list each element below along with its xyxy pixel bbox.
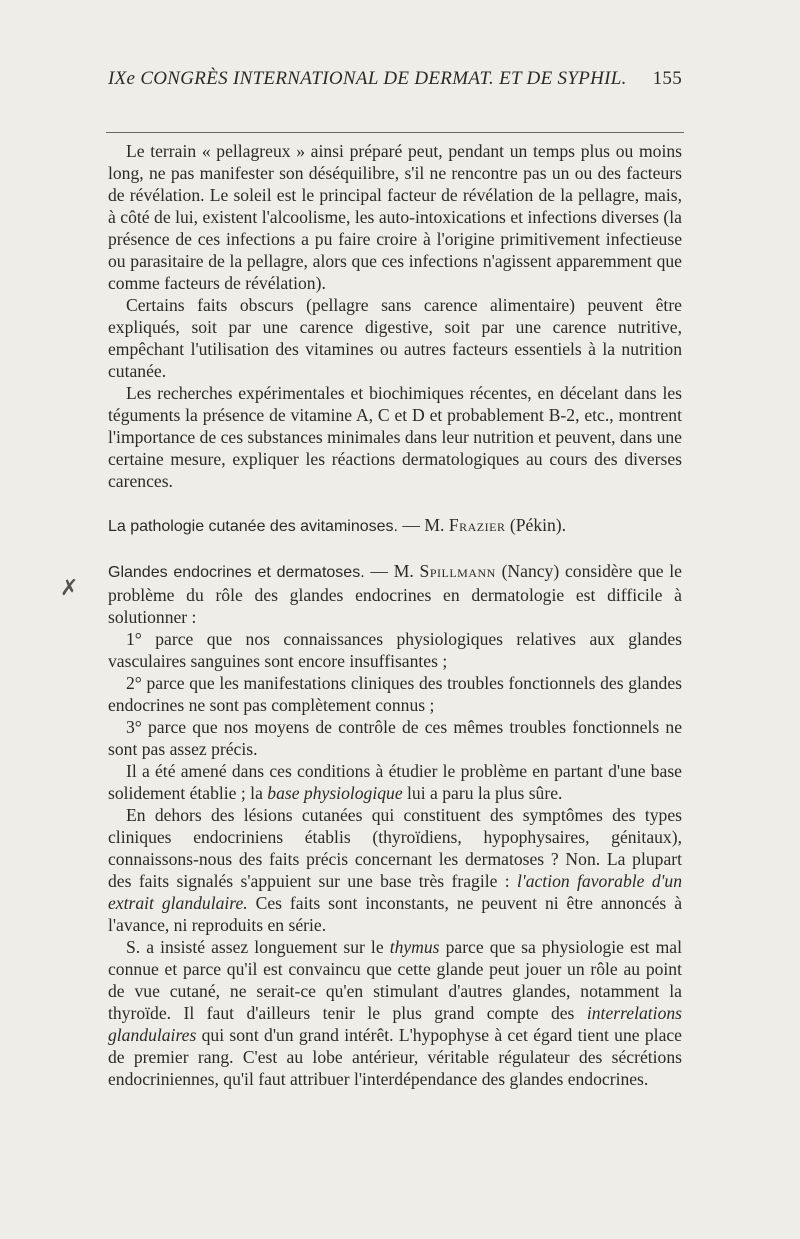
dash: — bbox=[370, 561, 388, 581]
dash: — bbox=[402, 515, 420, 535]
list-item: 2° parce que les manifestations cliniques des troubles fonctionnels des glandes endocrines ne sont pas complètement connus ; bbox=[108, 673, 682, 715]
emphasis: base physiologique bbox=[267, 783, 403, 803]
paragraph: Les recherches expérimentales et biochimiques récentes, en décelant dans les téguments la présence de vitamine A, C et D et probablement B-2, etc., montrent l'importance de ces substances minimales dans leur nutrition et peuvent, dans une certaine mesure, expliquer les réactions dermatologiques au cours des diverses carences. bbox=[108, 383, 682, 491]
section-title: Glandes endocrines et dermatoses. bbox=[108, 564, 365, 581]
page-number: 155 bbox=[652, 68, 682, 89]
text-run: lui a paru la plus sûre. bbox=[407, 783, 563, 803]
author-name: Frazier bbox=[448, 515, 506, 535]
paragraph bbox=[108, 804, 682, 936]
text-run: qui sont d'un grand intérêt. L'hypophyse à cet égard tient une place de premier rang. C'est au lobe antérieur, véritable régulateur des sécrétions endocriniennes, qu'il faut attribuer l'interdépendance des glandes endocrines. bbox=[108, 1025, 682, 1089]
running-header bbox=[108, 68, 682, 90]
text-run: Il a été amené dans ces conditions à étudier le problème en partant d'une base solidement établie ; la bbox=[108, 761, 682, 803]
header-rule bbox=[106, 132, 684, 133]
paragraph bbox=[108, 760, 682, 804]
emphasis: l'action favorable d'un extrait glandulaire. bbox=[108, 871, 682, 913]
text-run: parce que sa physiologie est mal connue et parce qu'il est convaincu que cette glande peut jouer un rôle au point de vue cutané, ne serait-ce qu'en stimulant d'autres glandes, notamment la thyroïde. Il faut d'ailleurs tenir le plus grand compte des bbox=[108, 937, 682, 1023]
author-prefix: M. bbox=[424, 515, 445, 535]
section-intro-endocrines bbox=[108, 560, 682, 628]
paragraph: Le terrain « pellagreux » ainsi préparé peut, pendant un temps plus ou moins long, ne pas manifester son déséquilibre, s'il ne rencontre pas un ou des facteurs de révélation. Le soleil est le principal facteur de révélation de la pellagre, mais, à côté de lui, existent l'alcoolisme, les auto-intoxications et infections diverses (la présence de ces infections a pu faire croire à l'origine primitivement infectieuse ou parasitaire de la pellagre, alors que ces infections n'agissent apparemment que comme facteurs de révélation). bbox=[108, 141, 682, 293]
text-run: S. a insisté assez longuement sur le bbox=[126, 937, 384, 957]
author-prefix: M. bbox=[393, 561, 414, 581]
emphasis: thymus bbox=[389, 937, 440, 957]
intro-text: (Nancy) considère que le problème du rôle des glandes endocrines en dermatologie est difficile à solutionner : bbox=[108, 561, 682, 627]
margin-annotation-mark: ✗ bbox=[60, 576, 79, 601]
text-run: En dehors des lésions cutanées qui constituent des symptômes des types cliniques endocriniens établis (thyroïdiens, hypophysaires, génitaux), connaissons-nous des faits précis concernant les dermatoses ? Non. La plupart des faits signalés s'appuient sur une base très fragile : bbox=[108, 805, 682, 891]
emphasis: interrelations glandulaires bbox=[108, 1003, 683, 1045]
paragraph bbox=[108, 936, 682, 1090]
list-item: 3° parce que nos moyens de contrôle de ces mêmes troubles fonctionnels ne sont pas assez précis. bbox=[108, 717, 682, 759]
section-heading-avitaminoses bbox=[108, 514, 682, 538]
author-place: (Pékin). bbox=[509, 515, 567, 535]
body-text bbox=[108, 140, 682, 1090]
author-name: Spillmann bbox=[419, 561, 496, 581]
text-run: Ces faits sont inconstants, ne peuvent ni être annoncés à l'avance, ni reproduits en série. bbox=[108, 893, 683, 935]
running-title: IXe CONGRÈS INTERNATIONAL DE DERMAT. ET DE SYPHIL. bbox=[108, 68, 627, 89]
list-item: 1° parce que nos connaissances physiologiques relatives aux glandes vasculaires sanguines sont encore insuffisantes ; bbox=[108, 629, 682, 671]
paragraph: Certains faits obscurs (pellagre sans carence alimentaire) peuvent être expliqués, soit par une carence digestive, soit par une carence nutritive, empêchant l'utilisation des vitamines ou autres facteurs essentiels à la nutrition cutanée. bbox=[108, 295, 682, 381]
section-title: La pathologie cutanée des avitaminoses. bbox=[108, 518, 398, 535]
